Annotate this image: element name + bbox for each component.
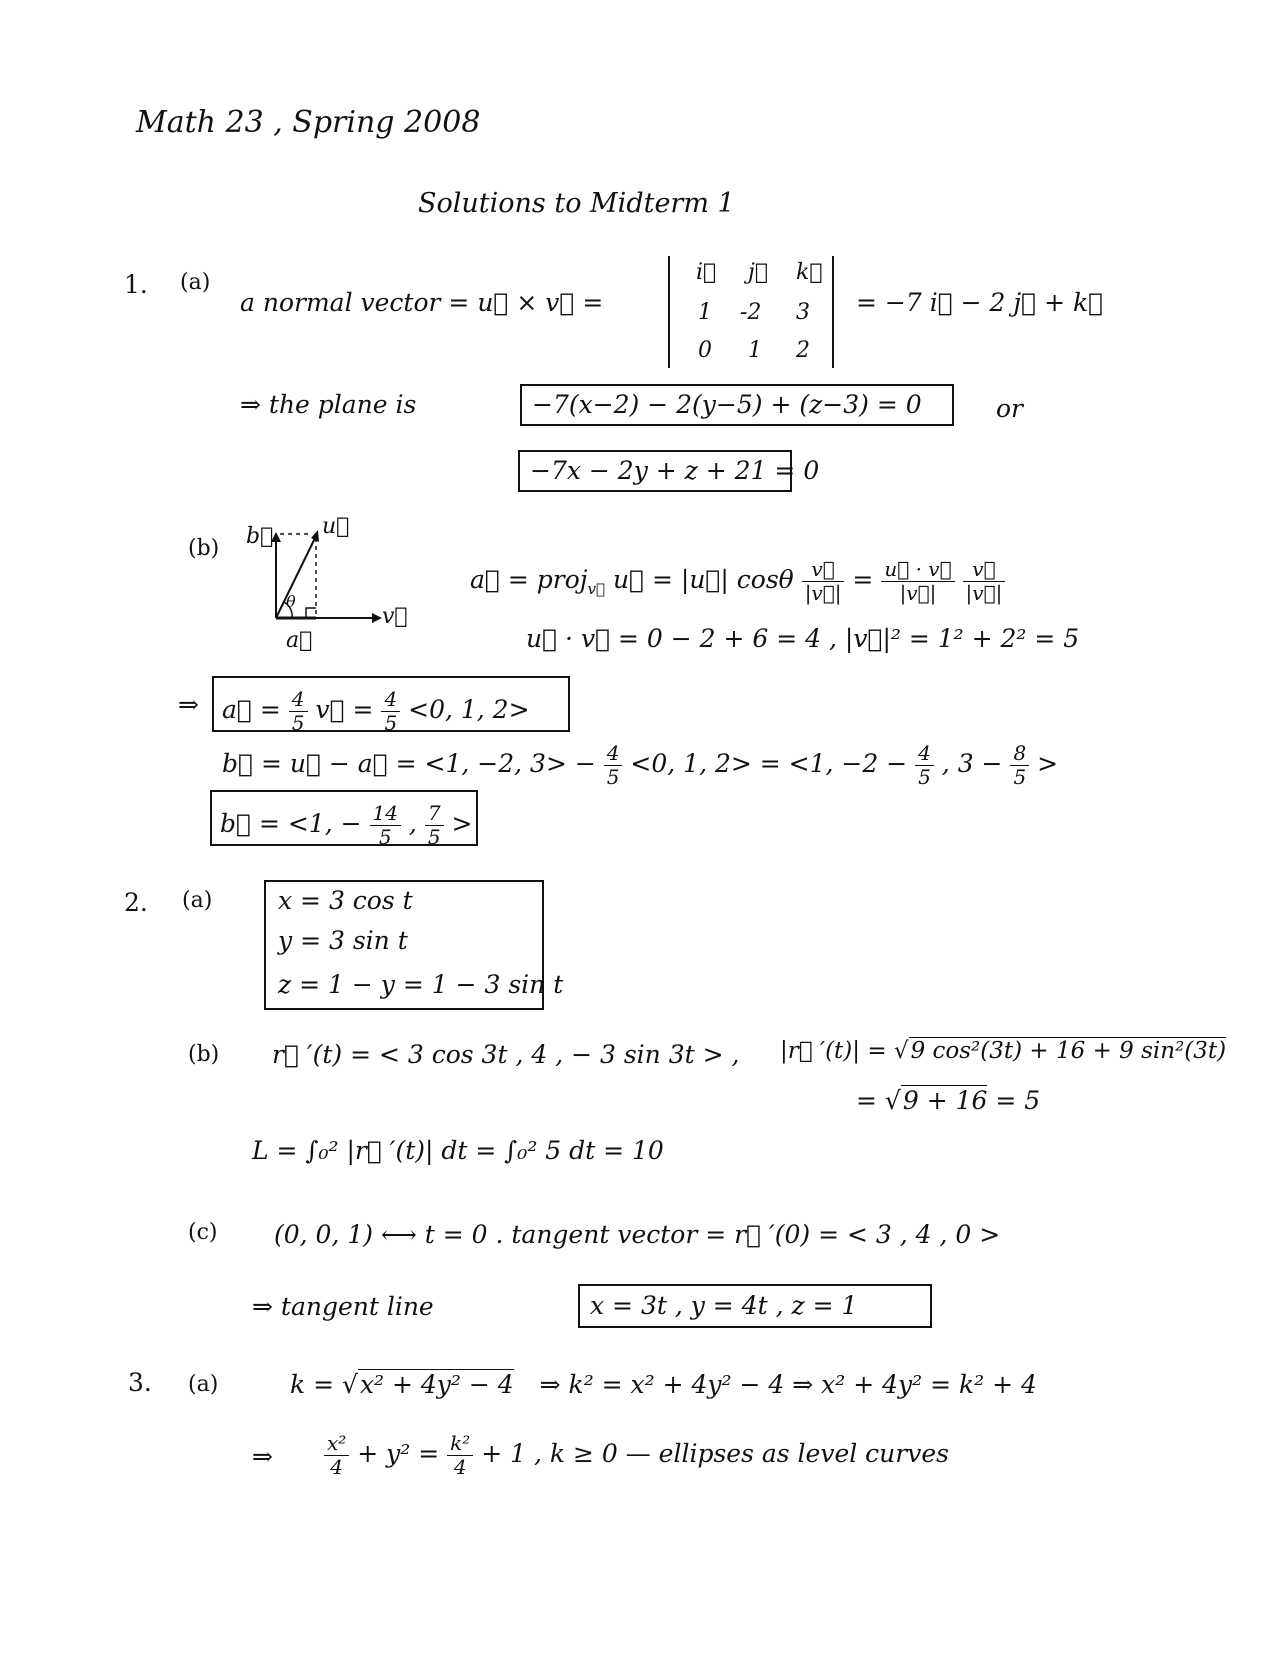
plane-or: or: [996, 394, 1024, 423]
magnitude-2-end: = 5: [995, 1086, 1041, 1115]
b-line-fraction-3: [1010, 742, 1029, 789]
b-box-end: >: [451, 809, 473, 838]
det-cell: 0: [698, 338, 712, 363]
a-fraction: [289, 688, 308, 735]
y-equation: y = 3 sin t: [278, 926, 408, 955]
frac-num: 4: [915, 742, 934, 766]
b-box-fraction-1: [370, 802, 401, 849]
frac-num: u⃗ · v⃗: [881, 558, 954, 582]
problem-2c-label: (c): [188, 1220, 218, 1245]
b-line-lhs: b⃗ = u⃗ − a⃗ = <1, −2, 3> −: [222, 749, 596, 778]
ellipse-fraction-2: [447, 1432, 473, 1479]
proj-eq: =: [852, 565, 874, 594]
normal-vector-lhs: a normal vector = u⃗ × v⃗ =: [240, 288, 604, 317]
magnitude-2-lhs: =: [856, 1086, 877, 1115]
a-end: <0, 1, 2>: [408, 695, 530, 724]
det-cell: j⃗: [748, 260, 769, 285]
frac-den: 5: [918, 765, 931, 789]
det-cell: 3: [796, 300, 810, 325]
ellipse-lead: ⇒: [252, 1442, 273, 1471]
frac-num: 4: [381, 688, 400, 712]
b-line-mid-2: , 3 −: [941, 749, 1003, 778]
parametric-box: [264, 880, 564, 1010]
k-rest: ⇒ k² = x² + 4y² − 4 ⇒ x² + 4y² = k² + 4: [539, 1370, 1037, 1399]
figure-label-theta: θ: [286, 592, 296, 611]
z-equation: z = 1 − y = 1 − 3 sin t: [278, 970, 564, 999]
problem-1-number: 1.: [124, 270, 148, 299]
problem-3a-label: (a): [188, 1372, 219, 1397]
level-k-line: [290, 1372, 1037, 1397]
frac-den: |v⃗|: [899, 581, 937, 605]
k-radicand: x² + 4y² − 4: [359, 1370, 514, 1399]
plane-equation-2: −7x − 2y + z + 21 = 0: [530, 456, 820, 485]
b-result: [220, 802, 472, 849]
magnitude-lhs: |r⃗ ′(t)| =: [780, 1038, 887, 1064]
frac-num: k²: [447, 1432, 473, 1456]
a-result-box: [212, 676, 570, 735]
b-box-sep: ,: [408, 809, 417, 838]
sqrt-sign: √: [342, 1370, 358, 1399]
proj-fraction-2: [881, 558, 954, 605]
frac-num: 7: [425, 802, 444, 826]
frac-num: v⃗: [963, 558, 1006, 582]
problem-3-number: 3.: [128, 1368, 152, 1397]
frac-num: x²: [324, 1432, 349, 1456]
proj-fraction-1: [802, 558, 845, 605]
b-line-mid: <0, 1, 2> = <1, −2 −: [630, 749, 908, 778]
frac-den: 5: [606, 765, 620, 789]
frac-den: 5: [291, 711, 305, 735]
frac-den: 4: [453, 1455, 467, 1479]
ellipse-line: [324, 1432, 949, 1479]
figure-label-v: v⃗: [382, 604, 408, 629]
sqrt-sign: √: [884, 1086, 901, 1115]
a-mid: v⃗ =: [315, 695, 374, 724]
magnitude-radicand: 9 cos²(3t) + 16 + 9 sin²(3t): [910, 1038, 1227, 1064]
problem-1b-label: (b): [188, 536, 220, 561]
page-title: Solutions to Midterm 1: [418, 188, 735, 219]
frac-den: 5: [378, 825, 392, 849]
course-header: Math 23 , Spring 2008: [136, 105, 481, 140]
sqrt-sign: √: [893, 1038, 909, 1064]
determinant-left-bar: [668, 256, 670, 368]
b-line-fraction: [604, 742, 623, 789]
frac-num: v⃗: [802, 558, 845, 582]
proj-lhs: a⃗ = proj: [470, 565, 588, 594]
vector-v-arrowhead: [372, 613, 382, 623]
frac-num: 4: [604, 742, 623, 766]
figure-label-b: b⃗: [246, 524, 274, 549]
det-cell: 1: [748, 338, 762, 363]
b-result-box: [210, 790, 478, 849]
tangent-line-equation: x = 3t , y = 4t , z = 1: [590, 1291, 858, 1320]
tangent-line-lead: ⇒ tangent line: [252, 1292, 434, 1321]
det-cell: i⃗: [696, 260, 717, 285]
frac-num: 14: [370, 802, 401, 826]
normal-vector-result: = −7 i⃗ − 2 j⃗ + k⃗: [856, 288, 1104, 317]
problem-1a-label: (a): [180, 270, 211, 295]
frac-den: 5: [1013, 765, 1027, 789]
problem-2a-label: (a): [182, 888, 213, 913]
proj-sub: v⃗: [587, 580, 605, 598]
projection-formula: [470, 558, 1005, 605]
ellipse-mid: + y² =: [357, 1439, 440, 1468]
determinant-right-bar: [832, 256, 834, 368]
problem-2b-label: (b): [188, 1042, 220, 1067]
frac-den: |v⃗|: [965, 581, 1003, 605]
frac-num: 4: [289, 688, 308, 712]
a-result-arrow: ⇒: [178, 690, 199, 719]
proj-fraction-3: [963, 558, 1006, 605]
dot-product-line: u⃗ · v⃗ = 0 − 2 + 6 = 4 , |v⃗|² = 1² + 2² = 5: [526, 624, 1080, 653]
det-cell: 1: [698, 300, 712, 325]
frac-den: |v⃗|: [804, 581, 842, 605]
b-line-end: >: [1037, 749, 1059, 778]
magnitude-2-radicand: 9 + 16: [902, 1086, 988, 1115]
figure-label-a: a⃗: [286, 628, 313, 653]
frac-den: 4: [330, 1455, 344, 1479]
frac-num: 8: [1010, 742, 1029, 766]
b-computation-line: [222, 742, 1058, 789]
plane-lead: ⇒ the plane is: [240, 390, 417, 419]
magnitude-line: [780, 1040, 1226, 1063]
point-tangent-line: (0, 0, 1) ⟷ t = 0 . tangent vector = r⃗ ′(0) = < 3 , 4 , 0 >: [274, 1220, 1001, 1249]
tangent-line-box: [578, 1284, 932, 1328]
ellipse-end: + 1 , k ≥ 0 — ellipses as level curves: [481, 1439, 949, 1468]
derivative-line: r⃗ ′(t) = < 3 cos 3t , 4 , − 3 sin 3t > ,: [272, 1040, 740, 1069]
frac-den: 5: [384, 711, 398, 735]
x-equation: x = 3 cos t: [278, 886, 413, 915]
b-box-lhs: b⃗ = <1, −: [220, 809, 362, 838]
a-result: [222, 688, 530, 735]
plane-equation-box-2: [518, 450, 820, 492]
vector-u-line: [276, 536, 316, 618]
plane-equation-1: −7(x−2) − 2(y−5) + (z−3) = 0: [532, 390, 922, 419]
b-box-fraction-2: [425, 802, 444, 849]
proj-mid: u⃗ = |u⃗| cosθ: [612, 565, 794, 594]
plane-equation-box: [520, 384, 954, 426]
ellipse-fraction-1: [324, 1432, 349, 1479]
det-cell: -2: [740, 300, 762, 325]
a-lhs: a⃗ =: [222, 695, 281, 724]
magnitude-line-2: [856, 1088, 1040, 1113]
det-cell: k⃗: [796, 260, 823, 285]
a-fraction-2: [381, 688, 400, 735]
det-cell: 2: [796, 338, 810, 363]
b-line-fraction-2: [915, 742, 934, 789]
problem-2-number: 2.: [124, 888, 148, 917]
frac-den: 5: [427, 825, 441, 849]
figure-label-u: u⃗: [322, 514, 350, 539]
arc-length-line: L = ∫₀² |r⃗ ′(t)| dt = ∫₀² 5 dt = 10: [252, 1136, 664, 1165]
k-lhs: k =: [290, 1370, 335, 1399]
